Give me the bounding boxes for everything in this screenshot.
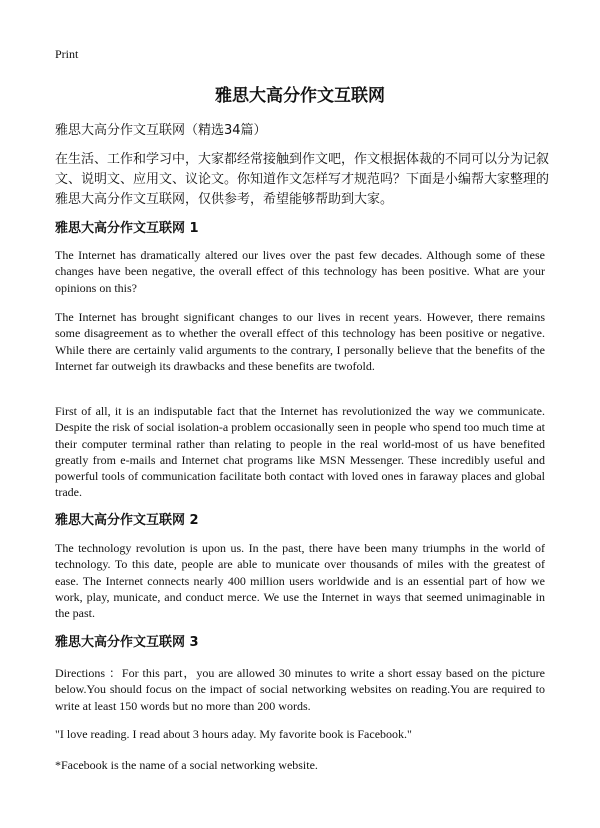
intro-paragraph: 在生活、工作和学习中，大家都经常接触到作文吧，作文根据体裁的不同可以分为记叙文、说明文、应用文、议论文。你知道作文怎样写才规范吗？下面是小编帮大家整理的雅思大高分作文互联网，仅供参考，希望能够帮助到大家。 bbox=[55, 152, 550, 207]
section-1-paragraph-2: The Internet has brought significant changes to our lives in recent years. However, there remains some disagreement as to whether the overall effect of this technology has been positive or negative. While there are certainly valid arguments to the contrary, I personally believe that the benefits of the Internet far outweigh its drawbacks and these benefits are twofold. bbox=[55, 310, 545, 373]
section-heading-1: 雅思大高分作文互联网 1 bbox=[55, 221, 199, 236]
section-3-paragraph-3: *Facebook is the name of a social networking website. bbox=[55, 758, 318, 772]
print-label[interactable]: Print bbox=[55, 47, 79, 61]
section-1-paragraph-3: First of all, it is an indisputable fact that the Internet has revolutionized the way we communicate. Despite the risk of social isolation-a problem occasionally seen in people who spend too much time at their computer terminal rather than relating to people in the real world-most of us have benefited greatly from e-mails and Internet chat programs like MSN Messenger. These incredibly useful and powerful tools of communication facilitate both contact with loved ones in faraway places and global trade. bbox=[55, 404, 545, 500]
section-2-paragraph-1: The technology revolution is upon us. In the past, there have been many triumphs in the world of technology. To this date, people are able to municate over thousands of miles with the greatest of ease. The Internet connects nearly 400 million users worldwide and is an essential part of how we work, play, municate, and conduct merce. We use the Internet in ways that seemed unimaginable in the past. bbox=[55, 541, 545, 621]
section-3-paragraph-2: "I love reading. I read about 3 hours aday. My favorite book is Facebook." bbox=[55, 727, 412, 741]
section-3-paragraph-1: Directions ：For this part，you are allowed 30 minutes to write a short essay based on the picture below.You should focus on the impact of social networking websites on reading.You are required to write at least 150 words but no more than 200 words. bbox=[55, 666, 545, 713]
page-title: 雅思大高分作文互联网 bbox=[215, 86, 385, 106]
section-heading-2: 雅思大高分作文互联网 2 bbox=[55, 513, 199, 528]
section-1-paragraph-1: The Internet has dramatically altered our lives over the past few decades. Although some of these changes have been negative, the overall effect of this technology has been positive. What are your opinions on this? bbox=[55, 248, 545, 295]
page-subtitle: 雅思大高分作文互联网（精选34篇） bbox=[55, 123, 267, 138]
section-heading-3: 雅思大高分作文互联网 3 bbox=[55, 635, 199, 650]
